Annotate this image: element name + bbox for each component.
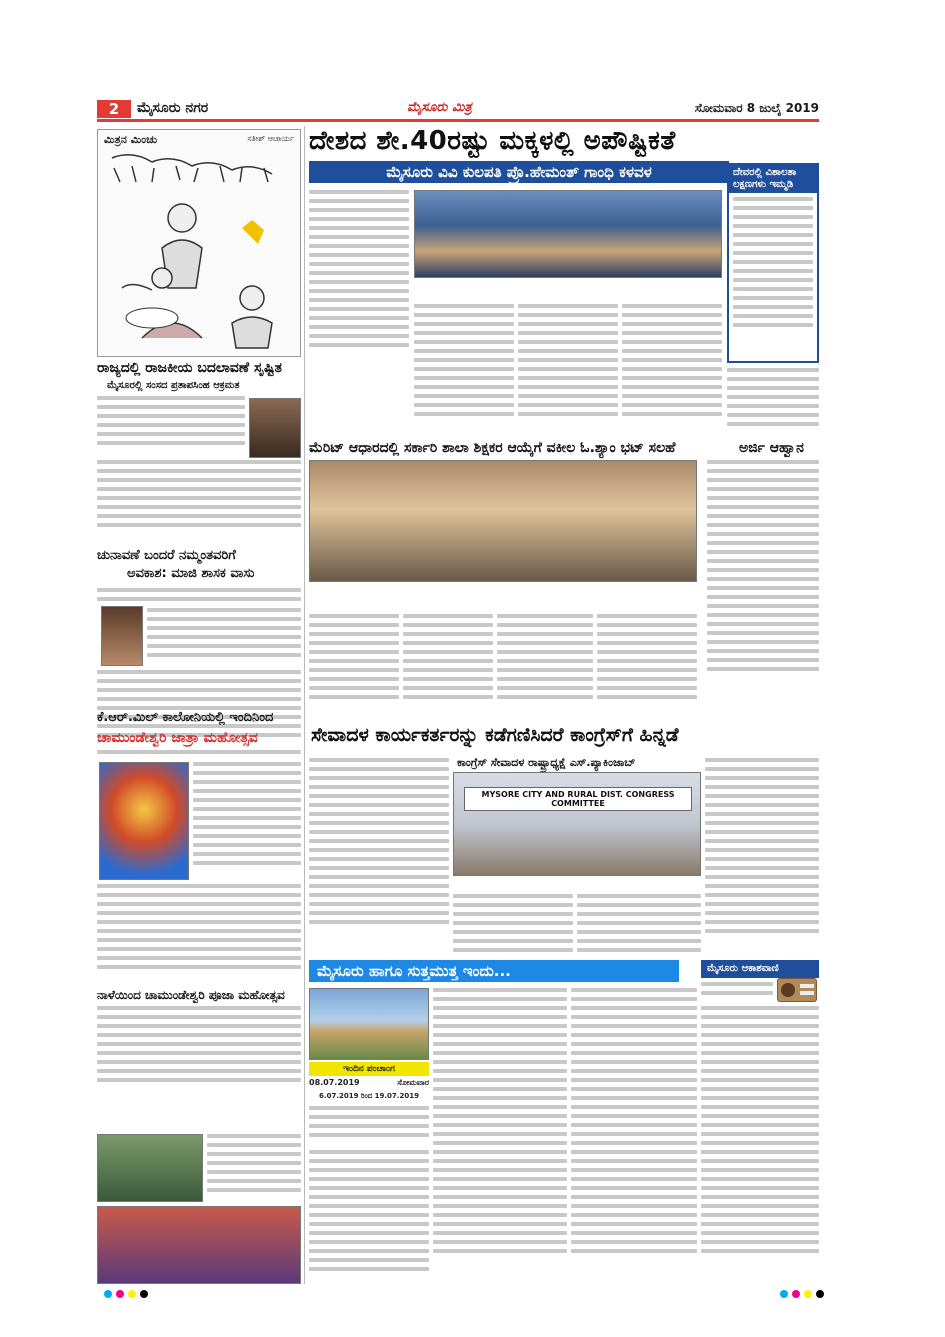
congress-photo	[453, 772, 701, 876]
lead-photo	[414, 190, 722, 278]
pooja-headline: ನಾಳೆಯಿಂದ ಚಾಮುಂಡೇಶ್ವರಿ ಪೂಜಾ ಮಹೋತ್ಸವ	[97, 988, 285, 1002]
colony-body-a	[97, 750, 301, 762]
appeal-headline: ಅರ್ಜಿ ಆಹ್ವಾನ	[739, 440, 804, 456]
page-number: 2	[97, 100, 131, 118]
lead-body-col4	[622, 304, 722, 432]
cartoon-title: ಮಿತ್ರನ ಮಿಂಚು	[104, 133, 158, 146]
lead-subhead: ಮೈಸೂರು ವಿವಿ ಕುಲಪತಿ ಪ್ರೊ.ಹೇಮಂತ್ ಗಾಂಧಿ ಕಳವಳ	[309, 161, 729, 183]
election-body-b	[147, 608, 301, 666]
cartoon-panel	[97, 129, 301, 357]
today-events-col3	[571, 988, 697, 1284]
merit-photo	[309, 460, 697, 582]
election-photo	[101, 606, 143, 666]
side-box	[727, 163, 819, 363]
statue-caption	[207, 1134, 301, 1200]
colony-body-b	[193, 762, 301, 880]
column-rule	[304, 126, 305, 1284]
side-box-continued	[727, 368, 819, 432]
congress-body-col1	[309, 758, 449, 948]
congress-body-col3	[577, 894, 701, 958]
masthead: ಮೈಸೂರು ಮಿತ್ರ	[407, 100, 472, 115]
congress-body-col4	[705, 758, 819, 958]
today-events-col1	[309, 1150, 429, 1284]
election-headline: ಚುನಾವಣೆ ಬಂದರೆ ನಮ್ಮಂತವರಿಗೆ	[97, 548, 236, 563]
congress-photo-caption	[453, 878, 701, 892]
radio-body-a	[701, 982, 773, 1004]
congress-body-col2	[453, 894, 573, 958]
today-banner: ಮೈಸೂರು ಹಾಗೂ ಸುತ್ತಮುತ್ತ ಇಂದು...	[309, 960, 679, 982]
lead-body-col2	[414, 304, 514, 432]
page-header	[97, 98, 819, 120]
politics-headline: ರಾಜ್ಯದಲ್ಲಿ ರಾಜಕೀಯ ಬದಲಾವಣೆ ಸೃಷ್ಟಿತ	[97, 360, 282, 376]
lead-body-col3	[518, 304, 618, 432]
radio-title: ಮೈಸೂರು ಆಕಾಶವಾಣಿ	[701, 960, 819, 978]
politics-body-a	[97, 396, 245, 456]
merit-photo-caption	[309, 584, 697, 614]
side-box-title: ದೇವರಲ್ಲಿ ವಿಶಾಲತಾ ಲಕ್ಷಣಗಳು ಇಮ್ಮಡಿ	[729, 165, 817, 193]
statue-photo	[97, 1134, 203, 1202]
colony-headline: ಕೆ.ಆರ್.ಮಿಲ್ ಕಾಲೋನಿಯಲ್ಲಿ ಇಂದಿನಿಂದ	[97, 710, 274, 725]
politics-photo	[249, 398, 301, 458]
merit-headline: ಮೆರಿಟ್ ಆಧಾರದಲ್ಲಿ ಸರ್ಕಾರಿ ಶಾಲಾ ಶಿಕ್ಷಕರ ಆಯ್ಕೆಗೆ ವಕೀಲ ಓ.ಶ್ಯಾಂ ಭಟ್ ಸಲಹೆ	[309, 440, 676, 456]
radio-body-b	[701, 1006, 819, 1284]
palace-photo	[309, 988, 429, 1060]
cartoon-credit: ಸತೀಶ್ ಆಚಾರ್ಯ	[247, 134, 294, 143]
cartoon-drawing	[102, 148, 298, 353]
group-photo	[97, 1206, 301, 1284]
section-name: ಮೈಸೂರು ನಗರ	[137, 100, 209, 116]
election-subhead: ಅವಕಾಶ: ಮಾಜಿ ಶಾಸಕ ವಾಸು	[127, 566, 255, 581]
merit-body-col2	[403, 614, 493, 718]
panchanga-range: 6.07.2019 ರಿಂದ 19.07.2019	[319, 1092, 419, 1100]
panchanga-body	[309, 1106, 429, 1146]
congress-subhead: ಕಾಂಗ್ರೆಸ್ ಸೇವಾದಳ ರಾಷ್ಟ್ರಾಧ್ಯಕ್ಷೆ ಎಸ್.ಪ್ಯಾಕಿಂಜಾಬ್	[457, 756, 636, 769]
today-events-col2	[433, 988, 567, 1284]
lead-body-col1	[309, 190, 409, 360]
politics-subhead: ಮೈಸೂರಲ್ಲಿ ಸಂಸದ ಪ್ರತಾಪಸಿಂಹ ಆಕ್ರಮತ	[107, 380, 240, 391]
panchanga-date: 08.07.2019	[309, 1078, 360, 1087]
colony-subhead: ಚಾಮುಂಡೇಶ್ವರಿ ಜಾತ್ರಾ ಮಹೋತ್ಸವ	[97, 730, 258, 746]
election-body-a	[97, 588, 301, 606]
radio-icon	[777, 978, 817, 1002]
politics-body-b	[97, 460, 301, 540]
merit-body-col4	[597, 614, 697, 718]
lead-photo-caption	[414, 280, 722, 302]
merit-body-col1	[309, 614, 399, 718]
congress-headline: ಸೇವಾದಳ ಕಾರ್ಯಕರ್ತರನ್ನು ಕಡೆಗಣಿಸಿದರೆ ಕಾಂಗ್ರೆಸ್‌ಗೆ ಹಿನ್ನಡೆ	[311, 724, 679, 746]
merit-body-col3	[497, 614, 593, 718]
panchanga-header-row	[309, 1078, 429, 1090]
panchanga-day: ಸೋಮವಾರ	[397, 1078, 429, 1087]
header-rule	[97, 119, 819, 122]
panchanga-title: ಇಂದಿನ ಪಂಚಾಂಗ	[309, 1062, 429, 1076]
pooja-body	[97, 1006, 301, 1096]
congress-banner-text: MYSORE CITY AND RURAL DIST. CONGRESS COMMITTEE	[464, 787, 692, 811]
lead-headline: ದೇಶದ ಶೇ.40ರಷ್ಟು ಮಕ್ಕಳಲ್ಲಿ ಅಪೌಷ್ಟಿಕತೆ	[309, 126, 676, 156]
colony-body-c	[97, 884, 301, 984]
appeal-body	[707, 460, 819, 718]
goddess-photo	[99, 762, 189, 880]
date-line: ಸೋಮವಾರ 8 ಜುಲೈ 2019	[694, 101, 819, 115]
newspaper-page	[97, 98, 819, 1283]
